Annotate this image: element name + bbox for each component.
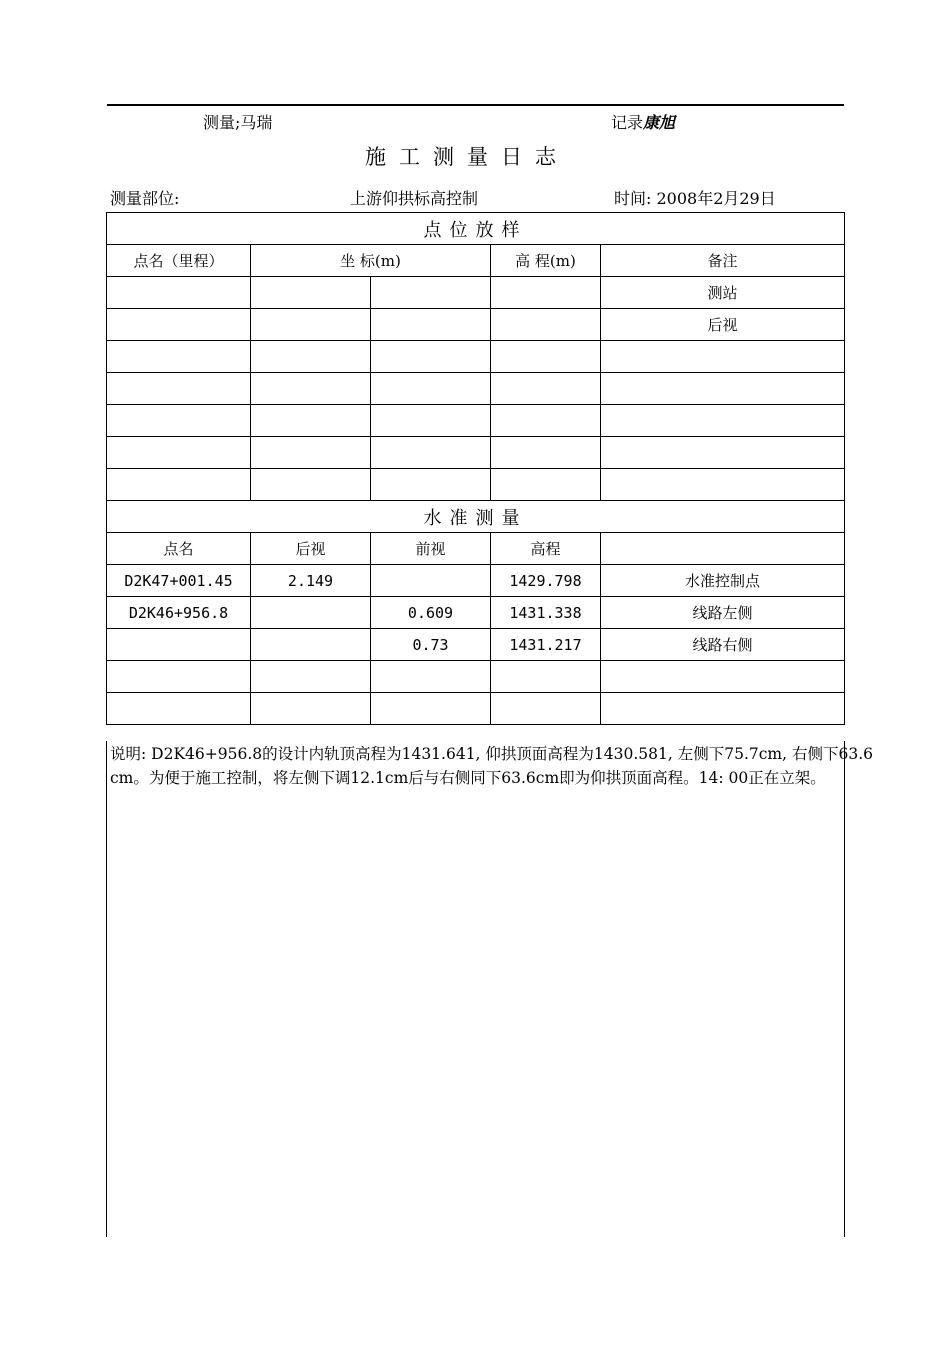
table-cell — [371, 309, 491, 341]
table-cell — [251, 277, 371, 309]
table-cell — [491, 309, 601, 341]
table-row — [107, 341, 845, 373]
table-cell: 后视 — [601, 309, 845, 341]
leveling-section-title: 水准测量 — [107, 501, 845, 533]
table-cell — [601, 469, 845, 501]
table-cell — [601, 437, 845, 469]
table-cell: 线路左侧 — [601, 597, 845, 629]
table-cell — [371, 469, 491, 501]
table-cell: 1431.217 — [491, 629, 601, 661]
table-row — [107, 469, 845, 501]
recorder-label: 记录 — [611, 113, 644, 132]
table-cell — [371, 437, 491, 469]
table-row — [107, 661, 845, 693]
note-box — [106, 741, 845, 1237]
surveyor-label: 测量;马瑞 — [203, 113, 273, 132]
column-header — [601, 533, 845, 565]
table-cell — [107, 277, 251, 309]
location-label: 测量部位: — [110, 189, 180, 208]
table-cell — [107, 661, 251, 693]
column-header: 点名 — [107, 533, 251, 565]
table-cell — [601, 373, 845, 405]
table-cell — [251, 661, 371, 693]
table-cell — [251, 341, 371, 373]
recorder-name: 康旭 — [643, 113, 676, 132]
table-cell — [491, 437, 601, 469]
table-cell — [491, 341, 601, 373]
table-cell — [251, 693, 371, 725]
stakeout-section-row — [107, 213, 845, 245]
table-cell: 1429.798 — [491, 565, 601, 597]
table-row — [107, 597, 845, 629]
recorder — [611, 110, 675, 133]
column-header: 后视 — [251, 533, 371, 565]
table-cell — [371, 693, 491, 725]
table-cell — [491, 373, 601, 405]
table-cell — [491, 661, 601, 693]
table-cell — [491, 277, 601, 309]
survey-note: 说明: D2K46+956.8的设计内轨顶高程为1431.641, 仰拱顶面高程为1430.581, 左侧下75.7cm, 右侧下63.6cm。为便于施工控制，将左侧下调12.1cm后与右侧同下63.6cm即为仰拱顶面高程。14: 00正在立架。 — [110, 745, 873, 787]
table-cell: 0.609 — [371, 597, 491, 629]
table-row — [107, 629, 845, 661]
table-cell — [601, 693, 845, 725]
table-cell: 2.149 — [251, 565, 371, 597]
table-row — [107, 277, 845, 309]
table-cell — [371, 565, 491, 597]
survey-date: 时间: 2008年2月29日 — [614, 189, 776, 208]
column-header: 备注 — [601, 245, 845, 277]
table-row — [107, 405, 845, 437]
table-cell — [491, 405, 601, 437]
stakeout-header-row — [107, 245, 845, 277]
table-cell — [107, 693, 251, 725]
table-cell — [601, 661, 845, 693]
table-cell — [107, 629, 251, 661]
column-header: 坐 标(m) — [251, 245, 491, 277]
table-cell: 线路右侧 — [601, 629, 845, 661]
page-title: 施工测量日志 — [365, 145, 569, 169]
table-cell — [107, 405, 251, 437]
leveling-section-row — [107, 501, 845, 533]
table-row — [107, 309, 845, 341]
table-cell — [251, 597, 371, 629]
column-header: 点名（里程） — [107, 245, 251, 277]
table-cell — [107, 373, 251, 405]
table-cell: 0.73 — [371, 629, 491, 661]
table-cell: 测站 — [601, 277, 845, 309]
table-cell — [251, 405, 371, 437]
table-cell — [601, 341, 845, 373]
table-cell — [371, 661, 491, 693]
column-header: 前视 — [371, 533, 491, 565]
table-cell — [251, 629, 371, 661]
table-cell — [371, 405, 491, 437]
survey-table — [106, 212, 845, 725]
table-cell: D2K47+001.45 — [107, 565, 251, 597]
table-cell: 水准控制点 — [601, 565, 845, 597]
table-row — [107, 693, 845, 725]
table-cell: 1431.338 — [491, 597, 601, 629]
table-cell — [251, 309, 371, 341]
column-header: 高程 — [491, 533, 601, 565]
table-cell — [371, 277, 491, 309]
table-cell — [107, 437, 251, 469]
table-cell — [251, 437, 371, 469]
top-rule — [107, 104, 844, 106]
table-cell — [601, 405, 845, 437]
table-cell — [107, 469, 251, 501]
table-cell — [107, 341, 251, 373]
table-cell — [491, 693, 601, 725]
table-cell — [491, 469, 601, 501]
table-cell — [371, 341, 491, 373]
table-cell — [371, 373, 491, 405]
table-cell: D2K46+956.8 — [107, 597, 251, 629]
table-cell — [251, 469, 371, 501]
table-cell — [251, 373, 371, 405]
leveling-header-row — [107, 533, 845, 565]
stakeout-section-title: 点位放样 — [107, 213, 845, 245]
table-cell — [107, 309, 251, 341]
location-value: 上游仰拱标高控制 — [350, 189, 479, 208]
table-row — [107, 373, 845, 405]
column-header: 高 程(m) — [491, 245, 601, 277]
table-row — [107, 565, 845, 597]
table-row — [107, 437, 845, 469]
